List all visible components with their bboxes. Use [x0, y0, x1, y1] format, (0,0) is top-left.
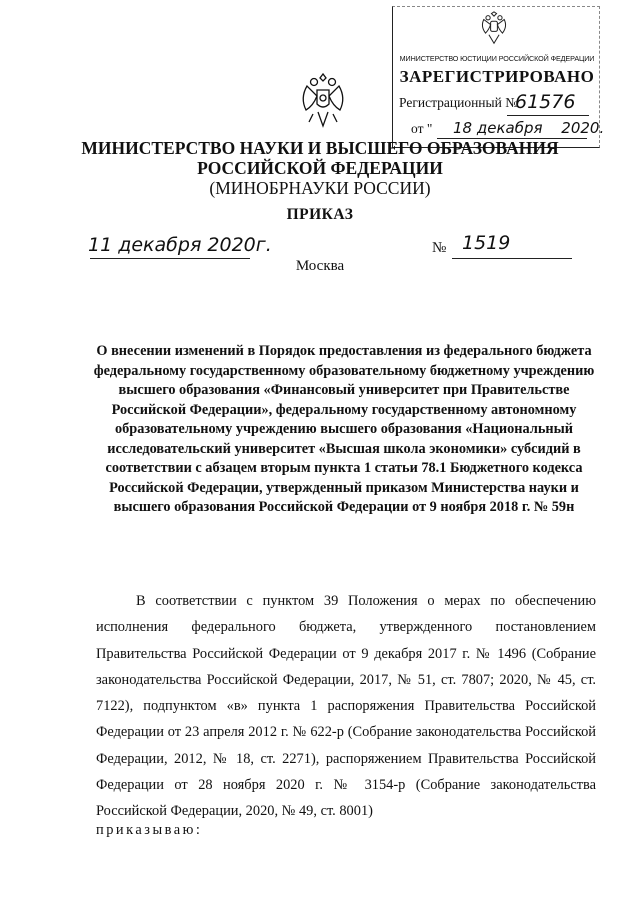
stamp-registration-label: Регистрационный №: [399, 95, 519, 110]
stamp-registered-label: ЗАРЕГИСТРИРОВАНО: [399, 67, 595, 86]
stamp-number-underline: [507, 115, 589, 116]
stamp-date-prefix: от ": [411, 121, 433, 136]
registration-stamp: [392, 6, 605, 148]
order-number-label: №: [432, 240, 447, 256]
stamp-ministry-name: МИНИСТЕРСТВО ЮСТИЦИИ РОССИЙСКОЙ ФЕДЕРАЦИИ: [399, 54, 595, 63]
stamp-date: [445, 119, 604, 137]
stamp-date-handwritten: 18 декабря: [453, 119, 543, 137]
ministry-name-line2: РОССИЙСКОЙ ФЕДЕРАЦИИ: [197, 158, 443, 178]
city: Москва: [295, 258, 345, 274]
document-title: О внесении изменений в Порядок предоставления из федерального бюджета федеральному государственному образовательному бюджетному учреждению высшего образования «Финансовый университет при Правительстве Российской Федерации», федеральному государственному автономному образовательному учреждению высшего образования «Национальный исследовательский университет «Высшая школа экономики» субсидий в соответствии с абзацем вторым пункта 1 статьи 78.1 Бюджетного кодекса Российской Федерации, утвержденный приказом Министерства науки и высшего образования Российской Федерации от 9 ноября 2018 г. № 59н: [93, 343, 595, 515]
ministry-name-line1: МИНИСТЕРСТВО НАУКИ И ВЫСШЕГО ОБРАЗОВАНИЯ: [81, 138, 559, 158]
ministry-short-name: (МИНОБРНАУКИ РОССИИ): [209, 178, 431, 198]
ministry-name: [20, 138, 620, 178]
coat-of-arms-icon: [298, 72, 348, 130]
order-word: приказываю:: [96, 822, 203, 838]
order-title: ПРИКАЗ: [286, 206, 354, 223]
signing-date: 11 декабря 2020г.: [88, 234, 272, 256]
order-number: 1519: [462, 232, 511, 254]
body-paragraph: В соответствии с пунктом 39 Положения о мерах по обеспечению исполнения федерального бюджета, утвержденного постановлением Правительства Российской Федерации от 9 декабря 2017 г. № 1496 (Собрание законодательства Российской Федерации, 2017, № 51, ст. 7807; 2020, № 45, ст. 7122), подпунктом «в» пункта 1 распоряжения Правительства Российской Федерации от 23 апреля 2012 г. № 622-р (Собрание законодательства Российской Федерации, 2012, № 18, ст. 2271), распоряжением Правительства Российской Федерации от 28 ноября 2020 г. № 3154-р (Собрание законодательства Российской Федерации, 2020, № 49, ст. 8001): [96, 593, 596, 820]
stamp-date-year: 2020.: [561, 119, 605, 137]
stamp-registration-number: 61576: [515, 91, 576, 113]
coat-of-arms-icon: [477, 11, 511, 45]
